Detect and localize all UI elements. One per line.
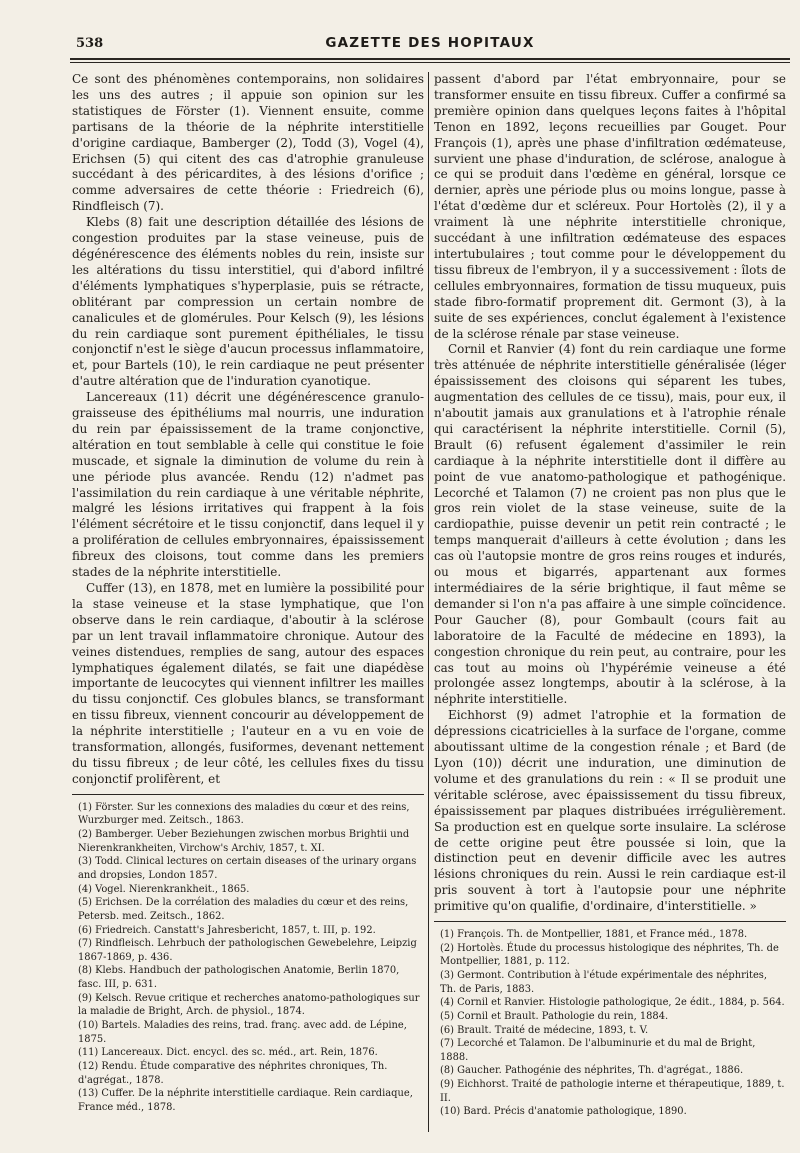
footnote: (10) Bartels. Maladies des reins, trad. franç. avec add. de Lépine, 1875. — [78, 1020, 407, 1045]
footnote: (4) Vogel. Nierenkrankheit., 1865. — [78, 883, 250, 895]
running-title: GAZETTE DES HOPITAUX — [325, 35, 535, 51]
footnote: (8) Klebs. Handbuch der pathologischen Anatomie, Berlin 1870, fasc. III, p. 631. — [78, 965, 400, 991]
footnote: (1) François. Th. de Montpellier, 1881, et France méd., 1878. — [440, 929, 748, 941]
footnote: (2) Bamberger. Ueber Beziehungen zwischen morbus Brightii und Nierenkrankheiten, Virchow's Archiv, 1857, t. XI. — [78, 829, 410, 854]
footnotes — [434, 921, 786, 1119]
footnote: (5) Erichsen. De la corrélation des maladies du cœur et des reins, Petersb. med. Zeitsch., 1862. — [78, 897, 409, 922]
header-rule — [70, 62, 790, 63]
footnote: (9) Eichhorst. Traité de pathologie interne et thérapeutique, 1889, t. II. — [440, 1079, 785, 1104]
right-column — [434, 72, 786, 1119]
footnote: (8) Gaucher. Pathogénie des néphrites, Th. d'agrégat., 1886. — [440, 1065, 744, 1077]
footnotes — [72, 794, 424, 1115]
paragraph: passent d'abord par l'état embryonnaire, pour se transformer ensuite en tissu fibreux. Cuffer a confirmé sa première opinion dans quelques leçons faites à l'hôpital Tenon en 1892, leçons recueillies par Gouget. Pour François (1), après une phase d'infiltration œdémateuse, survient une phase d'induration, de sclérose, analogue à ce qui se produit dans l'œdème en général, lorsque ce dernier, après une période plus ou moins longue, passe à l'état d'œdème dur et scléreux. Pour Hortolès (2), il y a vraiment là une néphrite interstitielle chronique, succédant à une infiltration œdémateuse des espaces intertubulaires ; tout comme pour le développement du tissu fibreux de l'embryon, il y a successivement : îlots de cellules embryonnaires, formation de tissu muqueux, puis stade fibro-formatif proprement dit. Germont (3), à la suite de ses expériences, conclut également à l'existence de la sclérose rénale par stase veineuse. — [434, 72, 786, 341]
footnote: (6) Brault. Traité de médecine, 1893, t. V. — [440, 1024, 649, 1036]
footnote: (4) Cornil et Ranvier. Histologie pathologique, 2e édit., 1884, p. 564. — [440, 997, 785, 1009]
page-number: 538 — [76, 36, 104, 51]
footnote: (3) Todd. Clinical lectures on certain diseases of the urinary organs and dropsies, London 1857. — [78, 856, 417, 881]
footnote: (9) Kelsch. Revue critique et recherches anatomo-pathologiques sur la maladie de Bright, Arch. de physiol., 1874. — [78, 992, 420, 1018]
footnote: (7) Rindfleisch. Lehrbuch der pathologischen Gewebelehre, Leipzig 1867-1869, p. 436. — [78, 938, 417, 963]
footnote: (13) Cuffer. De la néphrite interstitielle cardiaque. Rein cardiaque, France méd., 1878. — [78, 1088, 413, 1113]
paragraph: Klebs (8) fait une description détaillée des lésions de congestion produites par la stase veineuse, puis de dégénérescence des éléments nobles du rein, insiste sur les altérations du tissu interstitiel, qui d'abord infiltré d'éléments lymphatiques s'hyperplasie, puis se rétracte, oblitérant par compression un certain nombre de canalicules et de glomérules. Pour Kelsch (9), les lésions du rein cardiaque sont purement épithéliales, le tissu conjonctif n'est le siège d'aucun processus inflammatoire, et, pour Bartels (10), le rein cardiaque ne peut présenter d'autre altération que de l'induration cyanotique. — [72, 215, 424, 389]
footnote: (7) Lecorché et Talamon. De l'albuminurie et du mal de Bright, 1888. — [440, 1038, 756, 1063]
footnote: (2) Hortolès. Étude du processus histologique des néphrites, Th. de Montpellier, 1881, p. 112. — [440, 942, 779, 968]
footnote: (1) Förster. Sur les connexions des maladies du cœur et des reins, Wurzburger med. Zeitsch., 1863. — [78, 801, 410, 827]
paragraph: Lancereaux (11) décrit une dégénérescence granulo-graisseuse des épithéliums mal nourris, une induration du rein par épaississement de la trame conjonctive, altération en tout semblable à celle qui constitue le foie muscade, et signale la diminution de volume du rein à une période plus avancée. Rendu (12) n'admet pas l'assimilation du rein cardiaque à une véritable néphrite, malgré les lésions irritatives qui frappent à la fois l'élément sécrétoire et le tissu conjonctif, dans lequel il y a prolifération de cellules embryonnaires, épaississement fibreux des cloisons, tout comme dans les premiers stades de la néphrite interstitielle. — [72, 390, 424, 580]
column-divider — [428, 72, 429, 1132]
paragraph: Cuffer (13), en 1878, met en lumière la possibilité pour la stase veineuse et la stase lymphatique, que l'on observe dans le rein cardiaque, d'aboutir à la sclérose par un lent travail inflammatoire chronique. Autour des veines distendues, remplies de sang, autour des espaces lymphatiques également dilatés, se fait une diapédèse importante de leucocytes qui viennent infiltrer les mailles du tissu conjonctif. Ces globules blancs, se transformant en tissu fibreux, viennent concourir au développement de la néphrite interstitielle ; l'auteur en a vu en voie de transformation, allongés, fusiformes, devenant nettement du tissu fibreux ; de leur côté, les cellules fixes du tissu conjonctif prolifèrent, et — [72, 581, 424, 786]
footnote: (3) Germont. Contribution à l'étude expérimentale des néphrites, Th. de Paris, 1883. — [440, 969, 768, 995]
paragraph: Eichhorst (9) admet l'atrophie et la formation de dépressions cicatricielles à la surface de l'organe, comme aboutissant ultime de la congestion rénale ; et Bard (de Lyon (10)) décrit une induration, une diminution de volume et des granulations du rein : « Il se produit une véritable sclérose, avec épaississement du tissu fibreux, épaississement par plaques distribuées irrégulièrement. Sa production est en quelque sorte insulaire. La sclérose de cette origine peut être poussée si loin, que la distinction peut en devenir difficile avec les autres lésions chroniques du rein. Aussi le rein cardiaque est-il pris souvent à tort à l'autopsie pour une néphrite primitive qu'on qualifie, d'ordinaire, d'interstitielle. » — [434, 708, 786, 914]
paragraph: Cornil et Ranvier (4) font du rein cardiaque une forme très atténuée de néphrite interstitielle généralisée (léger épaississement des cloisons qui séparent les tubes, augmentation des cellules de ce tissu), mais, pour eux, il n'aboutit jamais aux granulations et à l'atrophie rénale qui caractérisent la néphrite interstitielle. Cornil (5), Brault (6) refusent également d'assimiler le rein cardiaque à la néphrite interstitielle dont il diffère au point de vue anatomo-pathologique et pathogénique. Lecorché et Talamon (7) ne croient pas non plus que le gros rein violet de la stase veineuse, suite de la cardiopathie, puisse devenir un petit rein contracté ; le temps manquerait d'ailleurs à cette évolution ; dans les cas où l'autopsie montre de gros reins rouges et indurés, ou mous et bigarrés, appartenant aux formes intermédiaires de la série brightique, il faut même se demander si l'on n'a pas affaire à une simple coïncidence. Pour Gaucher (8), pour Gombault (cours fait au laboratoire de la Faculté de médecine en 1893), la congestion chronique du rein peut, au contraire, pour les cas tout au moins où l'hypérémie veineuse a été prolongée assez longtemps, aboutir à la sclérose, à la néphrite interstitielle. — [434, 342, 786, 707]
footnote: (6) Friedreich. Canstatt's Jahresbericht, 1857, t. III, p. 192. — [78, 924, 376, 936]
page-header — [70, 32, 790, 60]
footnote: (12) Rendu. Étude comparative des néphrites chroniques, Th. d'agrégat., 1878. — [78, 1060, 388, 1086]
footnote: (5) Cornil et Brault. Pathologie du rein, 1884. — [440, 1010, 669, 1022]
left-column — [72, 72, 424, 1115]
paragraph: Ce sont des phénomènes contemporains, non solidaires les uns des autres ; il appuie son opinion sur les statistiques de Förster (1). Viennent ensuite, comme partisans de la théorie de la néphrite interstitielle d'origine cardiaque, Bamberger (2), Todd (3), Vogel (4), Erichsen (5) qui citent des cas d'atrophie granuleuse succédant à des péricardites, à des lésions d'orifice ; comme adversaires de cette théorie : Friedreich (6), Rindfleisch (7). — [72, 72, 424, 214]
footnote: (10) Bard. Précis d'anatomie pathologique, 1890. — [440, 1106, 687, 1118]
footnote: (11) Lancereaux. Dict. encycl. des sc. méd., art. Rein, 1876. — [78, 1047, 378, 1059]
